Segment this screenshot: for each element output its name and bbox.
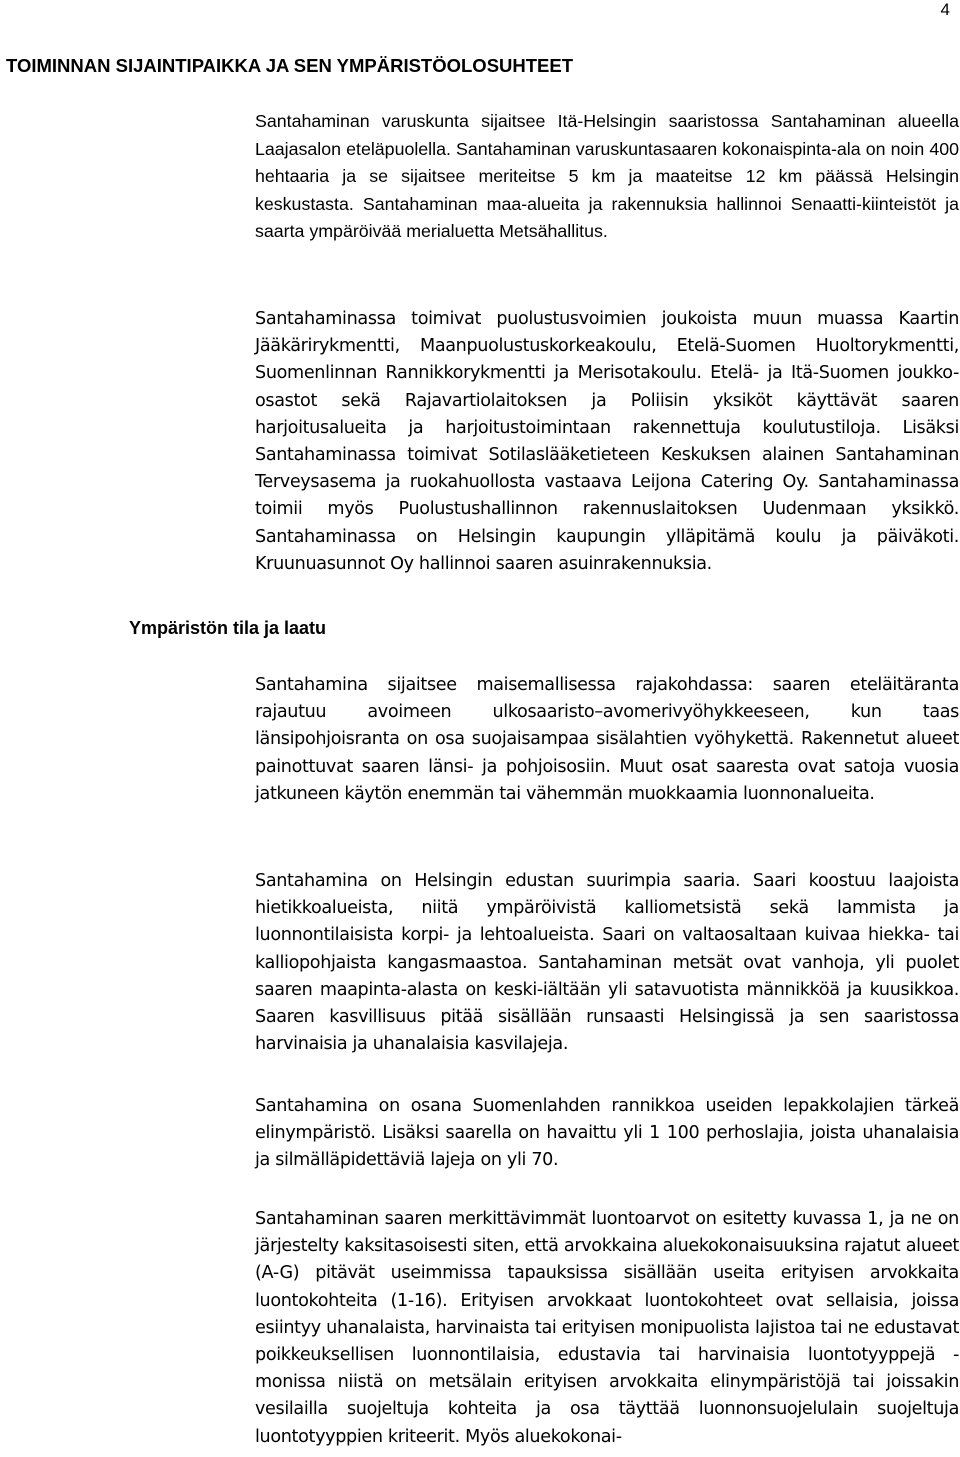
paragraph-values: Santahaminan saaren merkittävimmät luontoarvot on esitetty kuvassa 1, ja ne on järjestelty kaksitasoisesti siten, että arvokkaina aluekokonaisuuksina rajatut alueet (A-G) pitävät useimmissa tapauksissa sisällään useita erityisen arvokkaita luontokohteita (1-16). Erityisen arvokkaat luontokohteet ovat sellaisia, joissa esiintyy uhanalaista, harvinaista tai erityisen monipuolista lajistoa tai ne edustavat poikkeuksellisen luonnontilaisia, edustavia tai harvinaisia luontotyyppejä - monissa niistä on metsälain erityisen arvokkaita elinympäristöjä tai joissakin vesilailla suojeltuja kohteita ja osa täyttää luonnonsuojelulain suojeltuja luontotyyppien kriteerit. Myös aluekokonai- bbox=[255, 1209, 959, 1447]
paragraph-nature: Santahamina on Helsingin edustan suurimpia saaria. Saari koostuu laajoista hietikkoalueista, niitä ympäröivistä kalliometsistä sekä lammista ja luonnontilaisista korpi- ja lehtoalueista. Saari on valtaosaltaan kuivaa hiekka- tai kalliopohjaista kangasmaastoa. Santahaminan metsät ovat vanhoja, yli puolet saaren maapinta-alasta on keski-iältään yli satavuotista männikköä ja kuusikkoa. Saaren kasvillisuus pitää sisällään runsaasti Helsingissä ja sen saaristossa harvinaisia ja uhanalaisia kasvilajeja. bbox=[255, 871, 959, 1055]
paragraph-landscape: Santahamina sijaitsee maisemallisessa rajakohdassa: saaren eteläitäranta rajautuu avoimeen ulkosaaristo–avomerivyöhykkeeseen, kun taas länsipohjoisranta on osa suojaisampaa sisälahtien vyöhykettä. Rakennetut alueet painottuvat saaren länsi- ja pohjoisosiin. Muut osat saaresta ovat satoja vuosia jatkuneen käytön enemmän tai vähemmän muokkaamia luonnonalueita. bbox=[255, 675, 959, 804]
paragraph-fauna: Santahamina on osana Suomenlahden rannikkoa useiden lepakkolajien tärkeä elinympäristö. Lisäksi saarella on havaittu yli 1 100 perhoslajia, joista uhanalaisia ja silmälläpidettäviä lajeja on yli 70. bbox=[255, 1096, 959, 1171]
page-number: 4 bbox=[940, 0, 950, 19]
environment-heading: Ympäristön tila ja laatu bbox=[129, 618, 327, 638]
paragraph-units: Santahaminassa toimivat puolustusvoimien joukoista muun muassa Kaartin Jääkärirykmentti, Maanpuolustuskorkeakoulu, Etelä-Suomen Huoltorykmentti, Suomenlinnan Rannikkorykmentti ja Merisotakoulu. Etelä- ja Itä-Suomen joukko-osastot sekä Rajavartiolaitoksen ja Poliisin yksiköt käyttävät saaren harjoitusalueita ja harjoitustoimintaan rakennettuja koulutustiloja. Lisäksi Santahaminassa toimivat Sotilaslääketieteen Keskuksen alainen Santahaminan Terveysasema ja ruokahuollosta vastaava Leijona Catering Oy. Santahaminassa toimii myös Puolustushallinnon rakennuslaitoksen Uudenmaan yksikkö. Santahaminassa on Helsingin kaupungin ylläpitämä koulu ja päiväkoti. Kruunuasunnot Oy hallinnoi saaren asuinrakennuksia. bbox=[255, 309, 959, 574]
section-heading: TOIMINNAN SIJAINTIPAIKKA JA SEN YMPÄRISTÖOLOSUHTEET bbox=[6, 55, 574, 76]
paragraph-location: Santahaminan varuskunta sijaitsee Itä-Helsingin saaristossa Santahaminan alueella Laajasalon eteläpuolella. Santahaminan varuskuntasaaren kokonaispinta-ala on noin 400 hehtaaria ja se sijaitsee meriteitse 5 km ja maateitse 12 km päässä Helsingin keskustasta. Santahaminan maa-alueita ja rakennuksia hallinnoi Senaatti-kiinteistöt ja saarta ympäröivää merialuetta Metsähallitus. bbox=[255, 111, 959, 242]
